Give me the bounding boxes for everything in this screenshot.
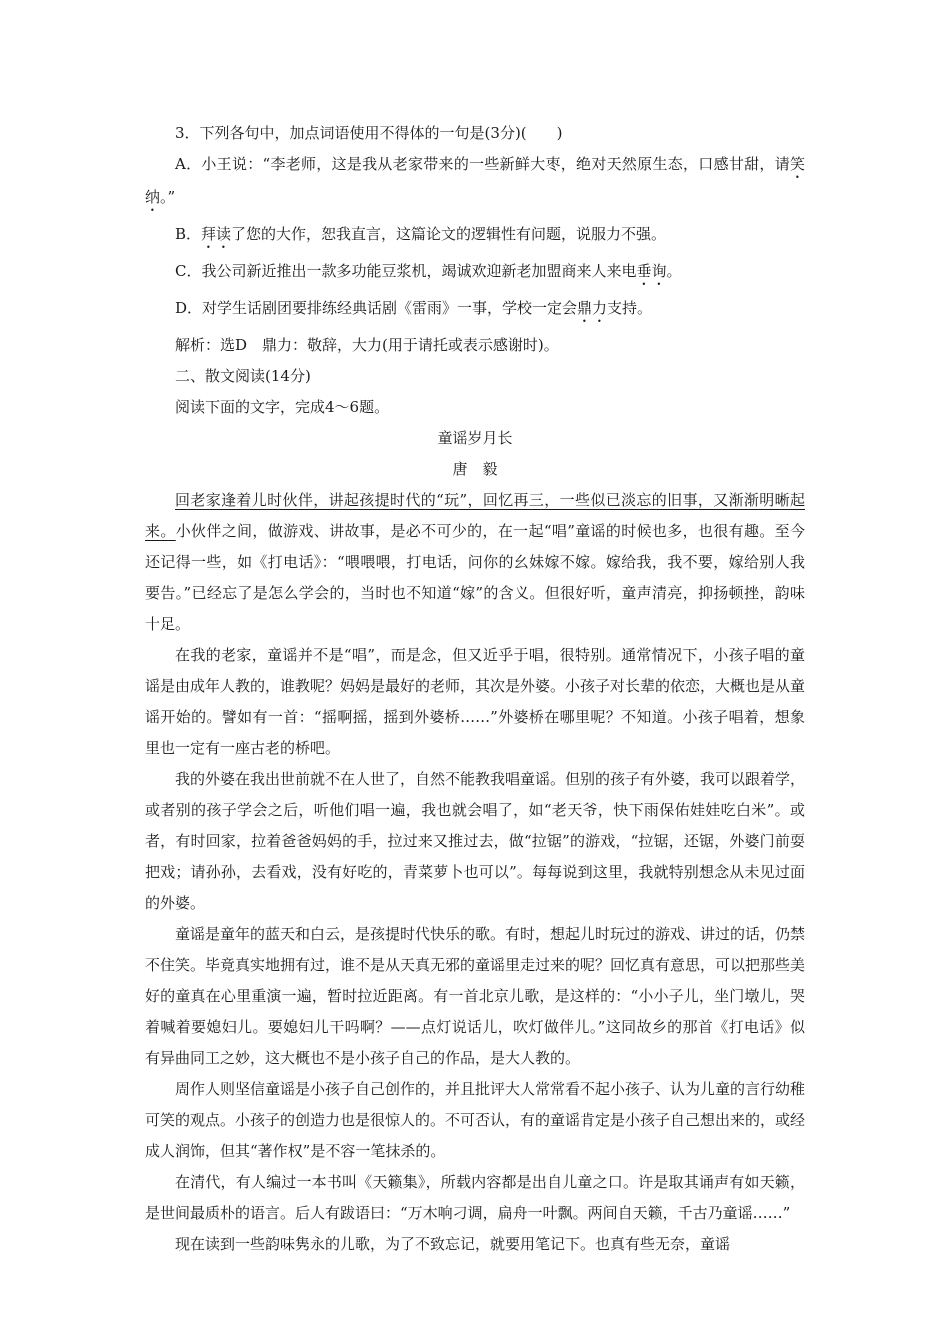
article-paragraph-5: 周作人则坚信童谣是小孩子自己创作的，并且批评大人常常看不起小孩子、认为儿童的言行幼稚可笑的观点。小孩子的创造力也是很惊人的。不可否认，有的童谣肯定是小孩子自己想出来的，或经成人润饰，但其“著作权”是不容一笔抹杀的。 (145, 1080, 806, 1160)
article-paragraph-6: 在清代，有人编过一本书叫《天籁集》，所载内容都是出自儿童之口。许是取其诵声有如天籁，是世间最质朴的语言。后人有跋语曰：“万木响刁调，扁舟一叶飘。两间自天籁，千古乃童谣……” (145, 1173, 805, 1222)
article-paragraph-3: 我的外婆在我出世前就不在人世了，自然不能教我唱童谣。但别的孩子有外婆，我可以跟着学，或者别的孩子学会之后，听他们唱一遍，我也就会唱了，如“老天爷，快下雨保佑娃娃吃白米”。或者，有时回家，拉着爸爸妈妈的手，拉过来又推过去，做“拉锯”的游戏，“拉锯，还锯，外婆门前耍把戏；请孙孙，去看戏，没有好吃的，青菜萝卜也可以”。每每说到这里，我就特别想念从未见过面的外婆。 (145, 770, 806, 912)
option-b-dotted-word: 拜读 (201, 225, 232, 243)
option-d-dotted-word: 鼎力 (577, 299, 608, 317)
question-3-stem: 3．下列各句中，加点词语使用不得体的一句是(3分)( ) (175, 124, 563, 142)
option-c-end: 。 (666, 262, 682, 280)
option-d-end: 支持。 (607, 299, 653, 317)
article-paragraph-1 (145, 485, 805, 640)
option-a-text: A．小王说：“李老师，这是我从老家带来的一些新鲜大枣，绝对天然原生态，口感甘甜，请 (175, 155, 790, 173)
option-b (145, 219, 805, 252)
option-d (145, 293, 805, 326)
article-paragraph-2: 在我的老家，童谣并不是“唱”，而是念，但又近乎于唱，很特别。通常情况下，小孩子唱的童谣是由成年人教的，谁教呢？妈妈是最好的老师，其次是外婆。小孩子对长辈的依恋，大概也是从童谣开始的。譬如有一首：“摇啊摇，摇到外婆桥……”外婆桥在哪里呢？不知道。小孩子唱着，想象里也一定有一座古老的桥吧。 (145, 646, 806, 757)
option-c (145, 256, 805, 289)
option-b-text: 了您的大作，恕我直言，这篇论文的逻辑性有问题，说服力不强。 (231, 225, 667, 243)
article-paragraph-4: 童谣是童年的蓝天和白云，是孩提时代快乐的歌。有时，想起儿时玩过的游戏、讲过的话，仍禁不住笑。毕竟真实地拥有过，谁不是从天真无邪的童谣里走过来的呢？回忆真有意思，可以把那些美好的童真在心里重演一遍，暂时拉近距离。有一首北京儿歌，是这样的：“小小子儿，坐门墩儿，哭着喊着要媳妇儿。要媳妇儿干吗啊？——点灯说话儿，吹灯做伴儿。”这同故乡的那首《打电话》似有异曲同工之妙，这大概也不是小孩子自己的作品，是大人教的。 (145, 925, 806, 1067)
analysis-text: 解析：选D 鼎力：敬辞，大力(用于请托或表示感谢时)。 (175, 336, 559, 354)
document-content (145, 118, 805, 1260)
option-c-dotted-word: 垂询 (636, 262, 667, 280)
option-a-end: 。” (160, 188, 176, 206)
option-a (145, 149, 805, 215)
article-paragraph-7: 现在读到一些韵味隽永的儿歌，为了不致忘记，就要用笔记下。也真有些无奈，童谣 (175, 1235, 731, 1253)
section-2-instruction: 阅读下面的文字，完成4～6题。 (175, 398, 390, 416)
option-d-text: D．对学生话剧团要排练经典话剧《雷雨》一事，学校一定会 (175, 299, 578, 317)
article-author: 唐毅 (452, 460, 513, 478)
section-2-heading: 二、散文阅读(14分) (175, 367, 311, 385)
option-a-dotted-word: 笑纳 (145, 155, 805, 206)
article-title: 童谣岁月长 (437, 429, 513, 447)
paragraph-1-rest: 小伙伴之间，做游戏、讲故事，是必不可少的，在一起“唱”童谣的时候也多，也很有趣。至今还记得一些，如《打电话》：“喂喂喂，打电话，问你的幺妹嫁不嫁。嫁给我，我不要，嫁给别人我要告。”已经忘了是怎么学会的，当时也不知道“嫁”的含义。但很好听，童声清亮，抑扬顿挫，韵味十足。 (145, 522, 805, 633)
option-c-text: C．我公司新近推出一款多功能豆浆机，竭诚欢迎新老加盟商来人来电 (175, 262, 637, 280)
option-b-prefix: B． (175, 225, 202, 243)
underlined-sentence: 回老家逢着儿时伙伴，讲起孩提时代的“玩”，回忆再三，一些似已淡忘的旧事，又渐渐明晰起来。 (145, 491, 805, 540)
